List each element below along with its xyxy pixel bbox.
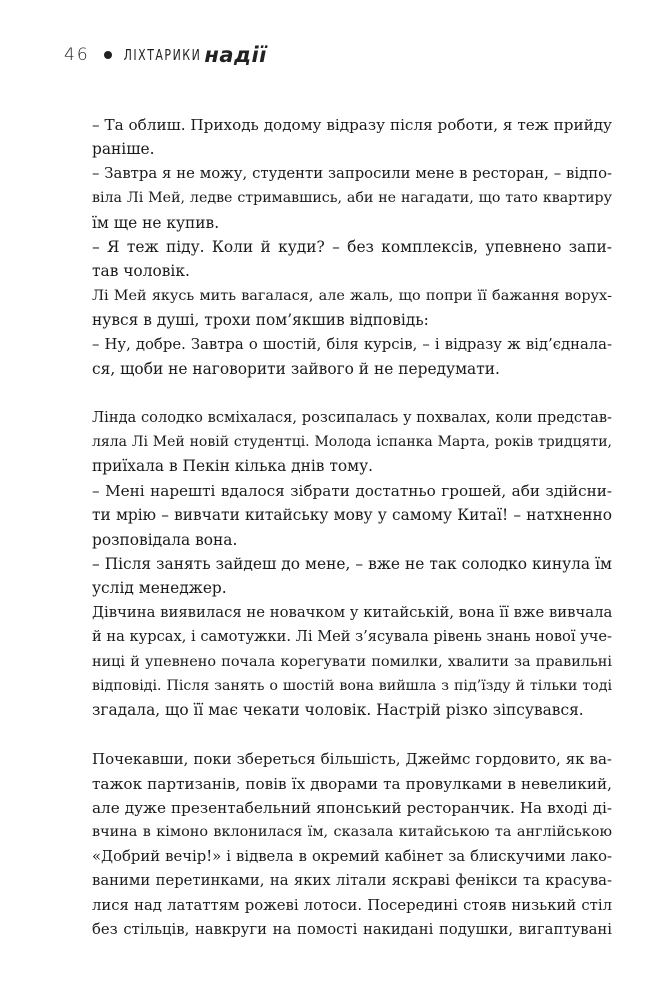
body-text [92,113,612,942]
text-line: – Я теж піду. Коли й куди? – без комплексів, упевнено запи- [92,237,612,256]
text-line: – Після занять зайдеш до мене, – вже не так солодко кинула їм [92,555,612,574]
bullet-separator-icon [104,51,112,59]
page-number: 46 [64,45,90,65]
text-line: без стільців, навкруги на помості накидані подушки, вигаптувані [92,920,612,938]
section-break [92,381,612,405]
text-line: ся, щоби не наговорити зайвого й не передумати. [92,359,500,378]
text-line: але дуже презентабельний японський ресторанчик. На вході ді- [92,798,612,817]
text-line: вчина в кімоно вклонилася їм, сказала китайською та англійською [92,824,612,841]
text-line: – Завтра я не можу, студенти запросили мене в ресторан, – відпо- [92,164,612,182]
text-line: ниці й упевнено почала корегувати помилки, хвалити за правильні [92,653,612,670]
text-line: ляла Лі Мей новій студентці. Молода іспанка Марта, років тридцяти, [92,434,612,451]
text-line: розповідала вона. [92,530,238,549]
running-head [64,40,267,70]
text-line: нувся в душі, трохи пом’якшив відповідь: [92,311,429,330]
book-title-part2: надії [204,43,267,67]
text-line: віла Лі Мей, ледве стримавшись, аби не нагадати, що тато квартиру [92,190,612,207]
book-title-part1: ЛІХТАРИКИ [123,46,202,64]
text-line: тажок партизанів, повів їх дворами та провулками в невеликий, [92,774,612,793]
text-line: ваними перетинками, на яких літали яскраві фенікси та красува- [92,872,612,890]
text-line: Лінда солодко всміхалася, розсипалась у похвалах, коли представ- [92,408,612,426]
text-line: «Добрий вечір!» і відвела в окремий кабінет за блискучими лако- [92,847,612,865]
text-line: їм ще не купив. [92,213,220,232]
text-line: Лі Мей якусь мить вагалася, але жаль, що попри її бажання ворух- [92,287,612,304]
text-line: ти мрію – вивчати китайську мову у самому Китаї! – натхненно [92,506,612,525]
text-line: Дівчина виявилася не новачком у китайській, вона її вже вивчала [92,603,613,621]
text-line: відповіді. Після занять о шостій вона вийшла з під’їзду й тільки тоді [92,677,612,694]
text-line: тав чоловік. [92,262,190,281]
text-line: Почекавши, поки збереться більшість, Джеймс гордовито, як ва- [92,750,612,769]
text-line: услід менеджер. [92,579,227,598]
text-line: лися над лататтям рожеві лотоси. Посередині стояв низький стіл [92,896,612,914]
text-line: – Та облиш. Приходь додому відразу після роботи, я теж прийду [92,116,612,134]
text-line: раніше. [92,140,155,159]
text-line: приїхала в Пекін кілька днів тому. [92,457,374,476]
text-line: й на курсах, і самотужки. Лі Мей з’ясувала рівень знань нової учe- [92,628,612,646]
text-line: – Мені нарешті вдалося зібрати достатньо грошей, аби здійсни- [92,481,612,500]
section-break [92,723,612,747]
text-line: згадала, що її має чекати чоловік. Настрій різко зіпсувався. [92,701,584,720]
text-line: – Ну, добре. Завтра о шостій, біля курсів, – і відразу ж від’єднала- [92,335,612,353]
